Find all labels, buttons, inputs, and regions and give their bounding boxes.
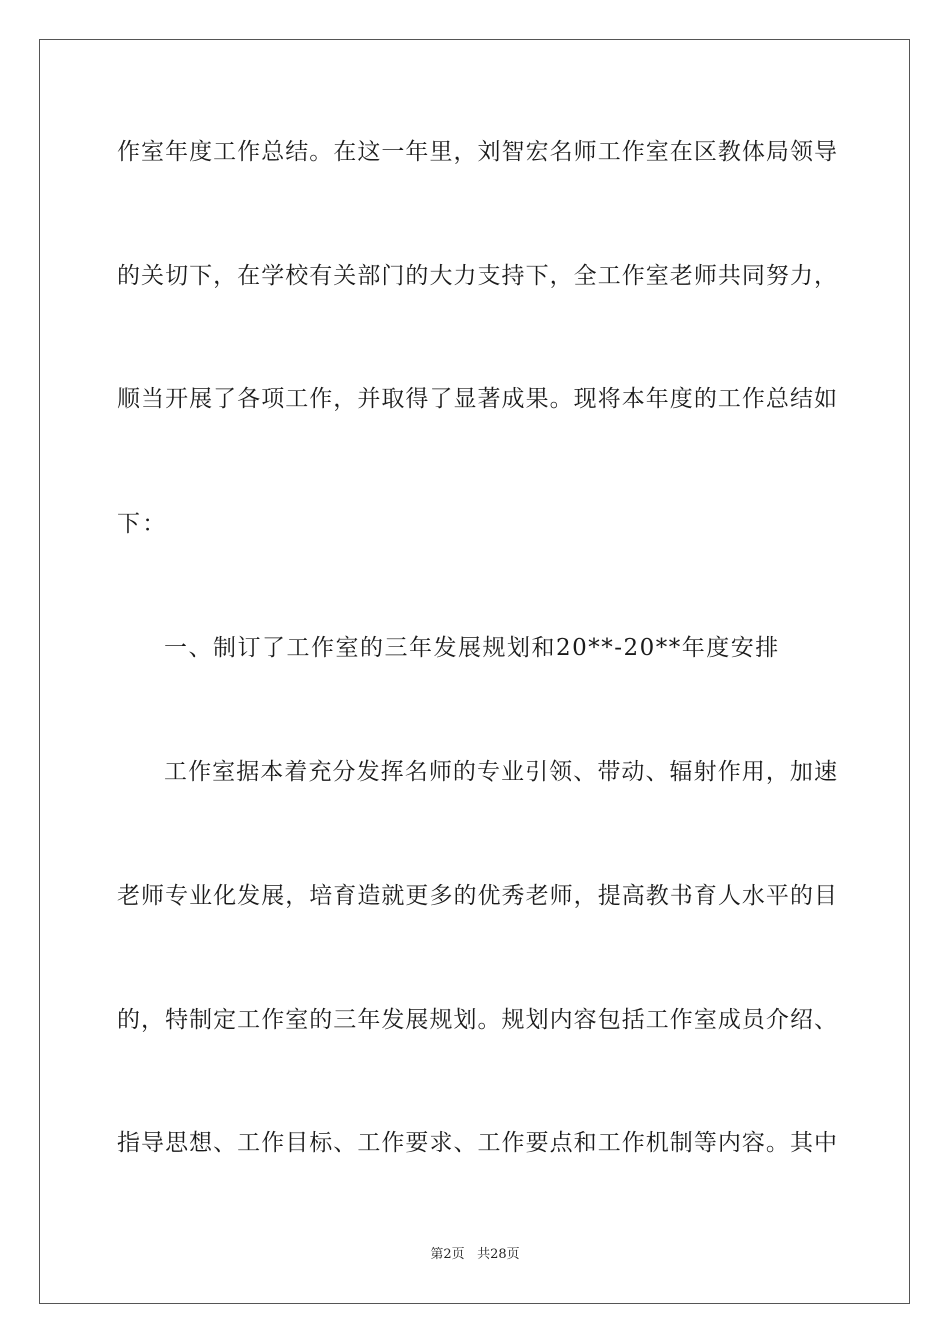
- body-line-4: 下：: [117, 511, 168, 537]
- body-line-3: 顺当开展了各项工作，并取得了显著成果。现将本年度的工作总结如: [117, 386, 837, 412]
- page-number: 第2页: [430, 1247, 465, 1262]
- section-heading-1: 一、制订了工作室的三年发展规划和20**-20**年度安排: [164, 635, 780, 661]
- body-line-9: 指导思想、工作目标、工作要求、工作要点和工作机制等内容。其中: [117, 1130, 837, 1156]
- body-line-8: 的，特制定工作室的三年发展规划。规划内容包括工作室成员介绍、: [117, 1007, 837, 1033]
- page-border: [39, 39, 910, 1304]
- page-total: 共28页: [477, 1247, 520, 1262]
- body-line-7: 老师专业化发展，培育造就更多的优秀老师，提高教书育人水平的目: [117, 883, 837, 909]
- body-line-6: 工作室据本着充分发挥名师的专业引领、带动、辐射作用，加速: [164, 759, 837, 785]
- body-line-1: 作室年度工作总结。在这一年里，刘智宏名师工作室在区教体局领导: [117, 139, 837, 165]
- body-line-2: 的关切下，在学校有关部门的大力支持下，全工作室老师共同努力，: [117, 263, 837, 289]
- page-footer: [0, 1246, 950, 1264]
